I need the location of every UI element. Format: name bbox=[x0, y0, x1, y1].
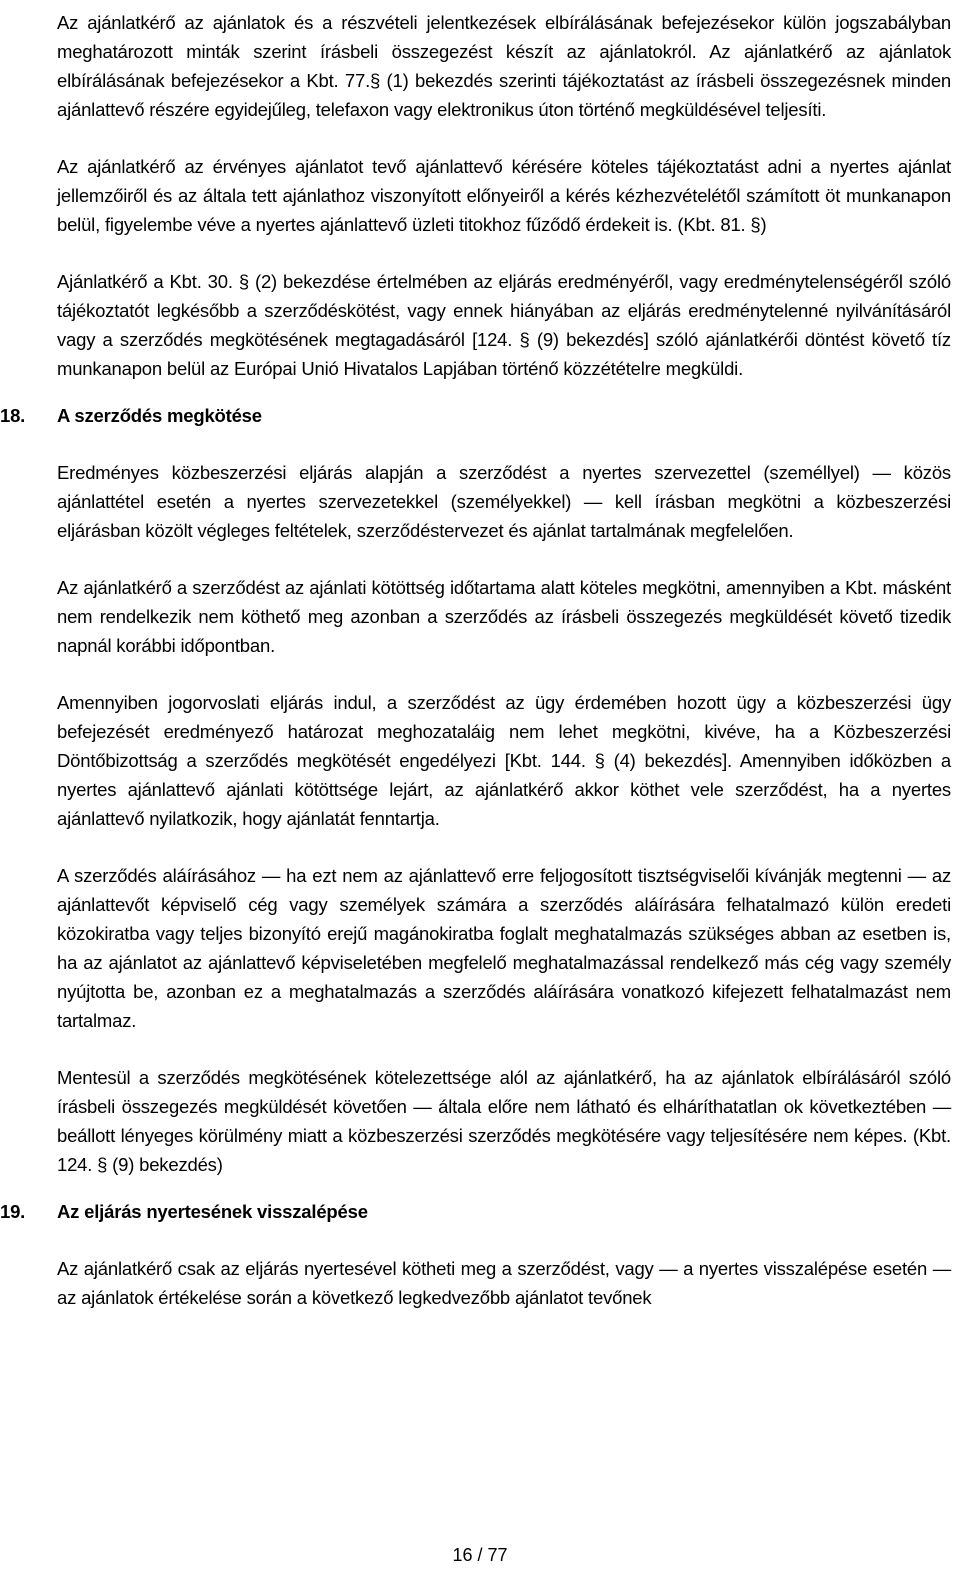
section-18-number: 18. bbox=[0, 405, 26, 426]
section-18-paragraph-3: Amennyiben jogorvoslati eljárás indul, a szerződést az ügy érdemében hozott ügy a közbeszerzési ügy befejezését eredményező határozat meghozataláig nem lehet megkötni, kivéve, ha a Közbeszerzési Döntőbizottság a szerződés megkötését engedélyezi [Kbt. 144. § (4) bekezdés]. Amennyiben időközben a nyertes ajánlattevő ajánlati kötöttsége lejárt, az ajánlatkérő akkor köthet vele szerződést, ha a nyertes ajánlattevő nyilatkozik, hogy ajánlatát fenntartja. bbox=[57, 692, 951, 829]
section-18-heading bbox=[0, 401, 951, 430]
section-19-title: Az eljárás nyertesének visszalépése bbox=[57, 1201, 368, 1222]
paragraph-summary-report: Az ajánlatkérő az ajánlatok és a részvételi jelentkezések elbírálásának befejezésekor külön jogszabályban meghatározott minták szerint írásbeli összegezést készít az ajánlatokról. Az ajánlatkérő az ajánlatok elbírálásának befejezésekor a Kbt. 77.§ (1) bekezdés szerinti tájékoztatást az írásbeli összegezésnek minden ajánlattevő részére egyidejűleg, telefaxon vagy elektronikus úton történő megküldésével teljesíti. bbox=[57, 12, 951, 120]
section-18-paragraph-5: Mentesül a szerződés megkötésének kötelezettsége alól az ajánlatkérő, ha az ajánlatok elbírálásáról szóló írásbeli összegezés megküldését követően — általa előre nem látható és elháríthatatlan ok következtében — beállott lényeges körülmény miatt a közbeszerzési szerződés megkötésére vagy teljesítésére nem képes. (Kbt. 124. § (9) bekezdés) bbox=[57, 1067, 951, 1175]
paragraph-information-request: Az ajánlatkérő az érvényes ajánlatot tevő ajánlattevő kérésére köteles tájékoztatást adni a nyertes ajánlat jellemzőiről és az általa tett ajánlathoz viszonyított előnyeiről a kérés kézhezvételétől számított öt munkanapon belül, figyelembe véve a nyertes ajánlattevő üzleti titokhoz fűződő érdekeit is. (Kbt. 81. §) bbox=[57, 156, 951, 235]
paragraph-eu-publication: Ajánlatkérő a Kbt. 30. § (2) bekezdése értelmében az eljárás eredményéről, vagy eredménytelenségéről szóló tájékoztatót legkésőbb a szerződéskötést, vagy ennek hiányában az eljárás eredménytelenné nyilvánításáról vagy a szerződés megkötésének megtagadásáról [124. § (9) bekezdés] szóló ajánlatkérői döntést követő tíz munkanapon belül az Európai Unió Hivatalos Lapjában történő közzétételre megküldi. bbox=[57, 271, 951, 379]
section-18-paragraph-2: Az ajánlatkérő a szerződést az ajánlati kötöttség időtartama alatt köteles megkötni, amennyiben a Kbt. másként nem rendelkezik nem köthető meg azonban a szerződés az írásbeli összegezés megküldését követő tizedik napnál korábbi időpontban. bbox=[57, 577, 951, 656]
document-body bbox=[0, 8, 951, 1340]
section-18-paragraph-4: A szerződés aláírásához — ha ezt nem az ajánlattevő erre feljogosított tisztségviselői kívánják megtenni — az ajánlattevőt képviselő cég vagy személyek számára a szerződés aláírására felhatalmazó külön eredeti közokiratba vagy teljes bizonyító erejű magánokiratba foglalt meghatalmazás szükséges abban az esetben is, ha az ajánlatot az ajánlattevő képviseletében megfelelő meghatalmazással rendelkező más cég vagy személy nyújtotta be, azonban ez a meghatalmazás a szerződés aláírására vonatkozó kifejezett felhatalmazást nem tartalmaz. bbox=[57, 865, 951, 1031]
section-19-paragraph-1: Az ajánlatkérő csak az eljárás nyertesével kötheti meg a szerződést, vagy — a nyertes visszalépése esetén — az ajánlatok értékelése során a következő legkedvezőbb ajánlatot tevőnek bbox=[57, 1258, 951, 1308]
page-number: 16 / 77 bbox=[452, 1545, 508, 1565]
section-19-number: 19. bbox=[0, 1201, 26, 1222]
section-19-heading bbox=[0, 1197, 951, 1226]
section-18-paragraph-1: Eredményes közbeszerzési eljárás alapján a szerződést a nyertes szervezettel (személlyel) — közös ajánlattétel esetén a nyertes szervezetekkel (személyekkel) — kell írásban megkötni a közbeszerzési eljárásban közölt végleges feltételek, szerződéstervezet és ajánlat tartalmának megfelelően. bbox=[57, 462, 951, 541]
section-18-title: A szerződés megkötése bbox=[57, 405, 262, 426]
